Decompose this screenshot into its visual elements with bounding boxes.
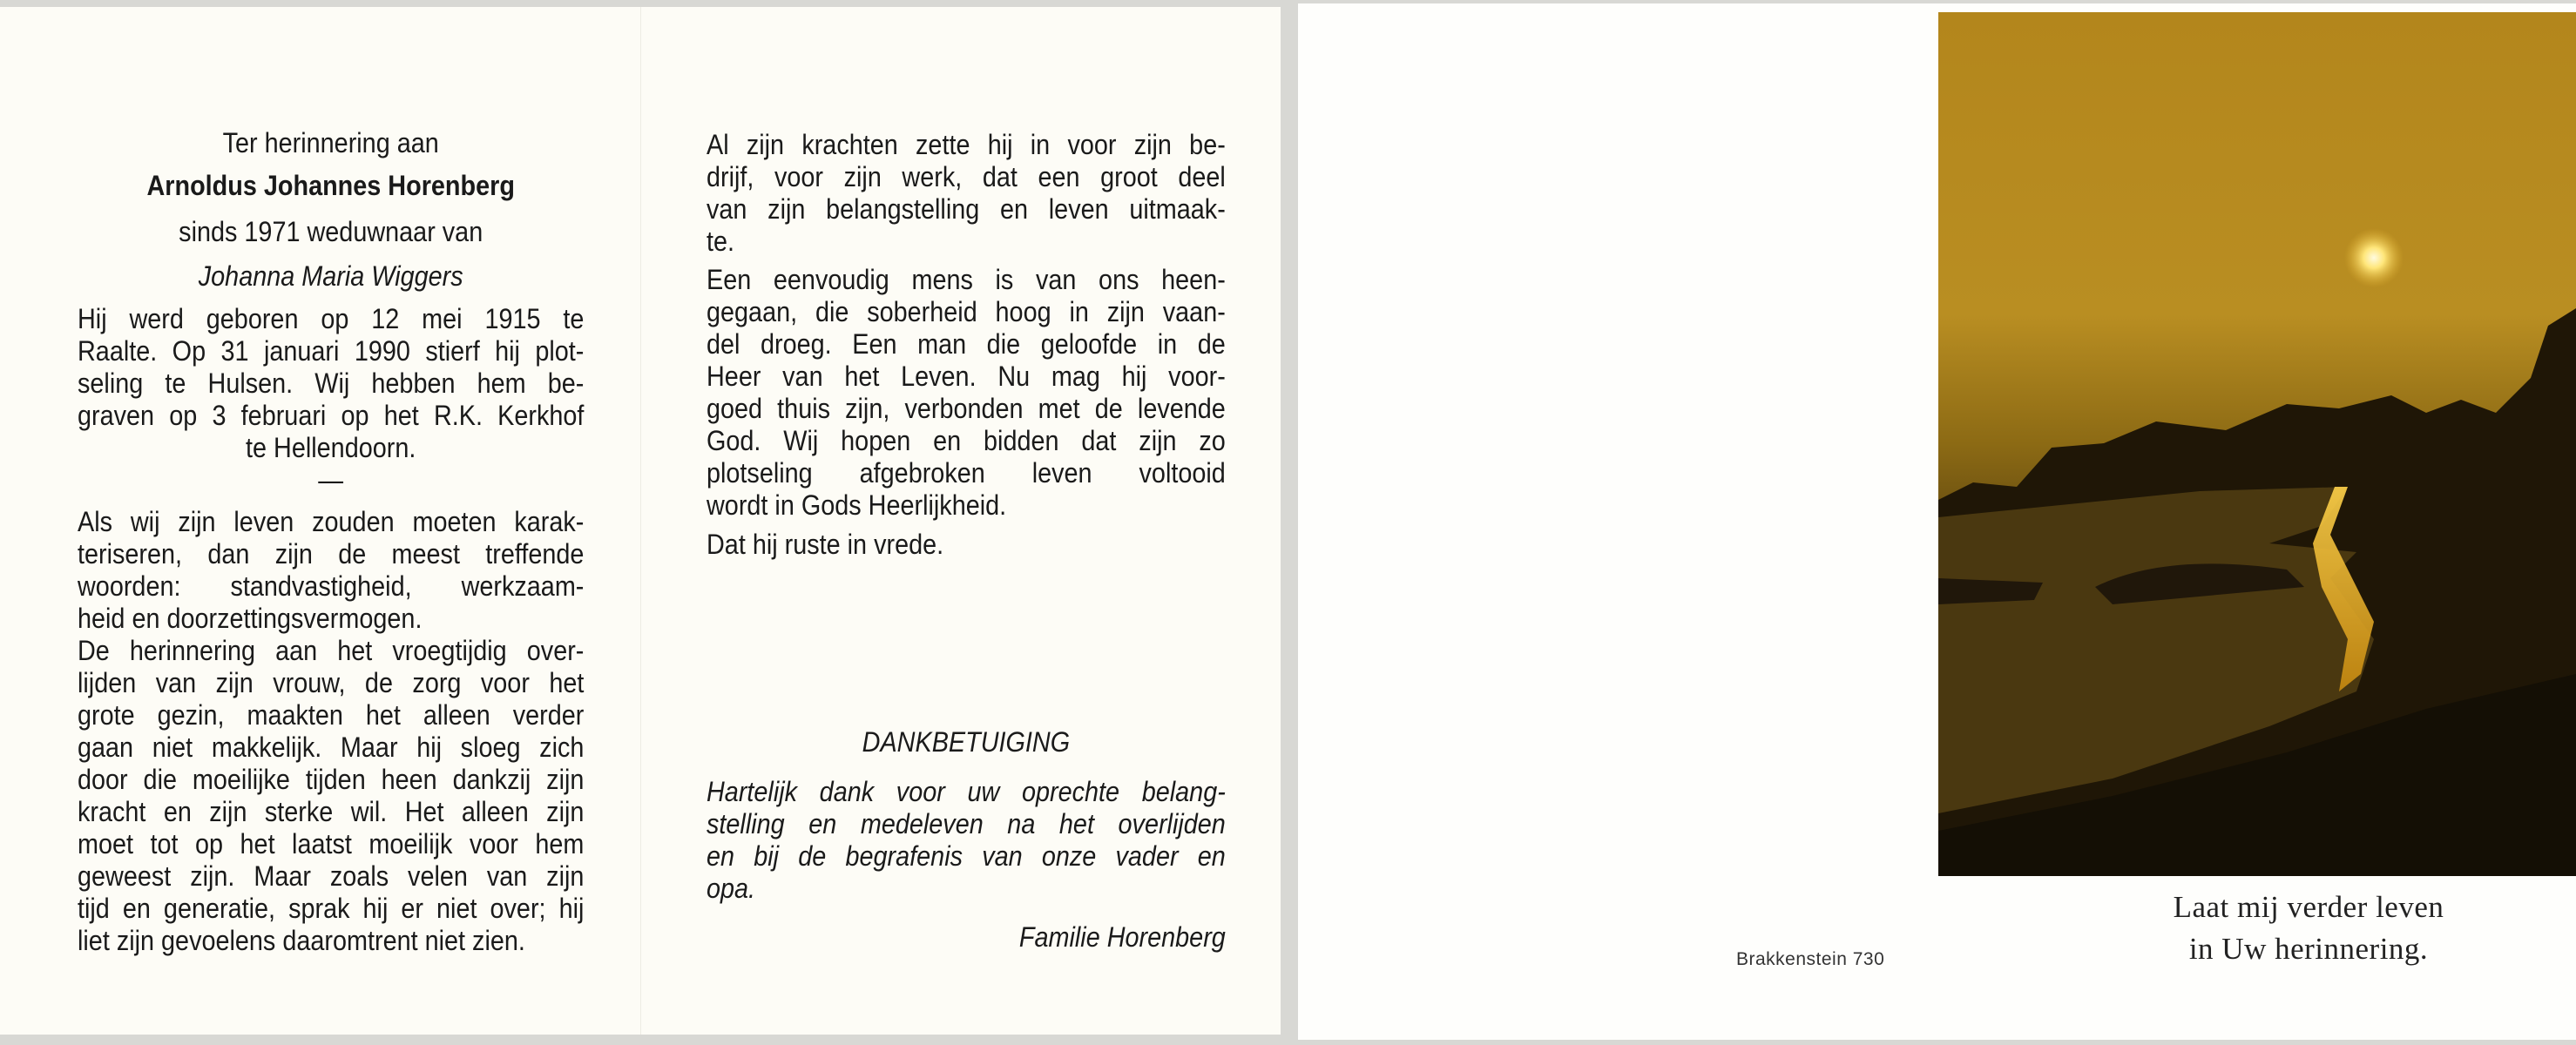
biography-last-line: te Hellendoorn. [246,432,416,463]
text-line: grote gezin, maakten het alleen verder [78,699,585,731]
text-line: liet zijn gevoelens daaromtrent niet zien. [78,925,525,956]
sun [2344,228,2404,287]
text-line: van zijn belangstelling en leven uitmaak- [707,193,1226,225]
text-line: woorden: standvastigheid, werkzaam- [78,570,585,602]
family-signature: Familie Horenberg [1018,921,1226,953]
text-line: geweest zijn. Maar zoals velen van zijn [78,860,585,892]
text-line: heid en doorzettingsvermogen. [78,603,423,634]
text-line: stelling en medeleven na het overlijden [707,808,1226,839]
text-line: Raalte. Op 31 januari 1990 stierf hij plot- [78,335,585,367]
thanks-title: DANKBETUIGING [862,726,1071,758]
text-line: kracht en zijn sterke wil. Het alleen zijn [78,796,585,827]
text-line: del droeg. Een man die geloofde in de [707,328,1226,360]
fold-line [640,7,641,1035]
spouse-name: Johanna Maria Wiggers [198,260,463,292]
sunset-river-photo [1938,12,2576,876]
text-line: plotseling afgebroken leven voltooid [707,457,1226,489]
text-line: graven op 3 februari op het R.K. Kerkhof [78,400,585,431]
text-line: tijd en generatie, sprak hij er niet over; hij [78,893,585,924]
widower-line: sinds 1971 weduwnaar van [179,216,483,247]
divider-dash: — [318,464,344,496]
rest-in-peace-text: Dat hij ruste in vrede. [707,529,944,560]
text-line: De herinnering aan het vroegtijdig over- [78,635,585,666]
text-line: en bij de begrafenis van onze vader en [707,840,1226,872]
text-line: Al zijn krachten zette hij in voor zijn be- [707,129,1226,160]
caption-line: in Uw herinnering. [2188,932,2429,966]
text-line: door die moeilijke tijden heen dankzij zijn [78,764,585,795]
text-line: gegaan, die soberheid hoog in zijn vaan- [707,296,1226,327]
card-caption [2073,887,2544,970]
text-line: lijden van zijn vrouw, de zorg voor het [78,667,585,698]
publisher-mark: Brakkenstein 730 [1736,949,1885,969]
text-line: Hij werd geboren op 12 mei 1915 te [78,303,585,334]
text-line: seling te Hulsen. Wij hebben hem be- [78,367,585,399]
caption-line: Laat mij verder leven [2173,890,2444,924]
text-line: God. Wij hopen en bidden dat zijn zo [707,425,1226,456]
text-line: teriseren, dan zijn de meest treffende [78,538,585,570]
text-line: drijf, voor zijn werk, dat een groot deel [707,161,1226,192]
text-line: Heer van het Leven. Nu mag hij voor- [707,361,1226,392]
deceased-name: Arnoldus Johannes Horenberg [146,170,515,201]
text-line: moet tot op het laatst moeilijk voor hem [78,828,585,860]
text-line: te. [707,226,735,257]
text-line: wordt in Gods Heerlijkheid. [707,489,1007,521]
text-line: gaan niet makkelijk. Maar hij sloeg zich [78,732,585,763]
text-line: Hartelijk dank voor uw oprechte belang- [707,776,1226,807]
intro-text: Ter herinnering aan [222,127,439,158]
text-line: Als wij zijn leven zouden moeten karak- [78,506,585,537]
text-line: Een eenvoudig mens is van ons heen- [707,264,1226,295]
text-line: goed thuis zijn, verbonden met de levende [707,393,1226,424]
text-line: opa. [707,873,756,904]
